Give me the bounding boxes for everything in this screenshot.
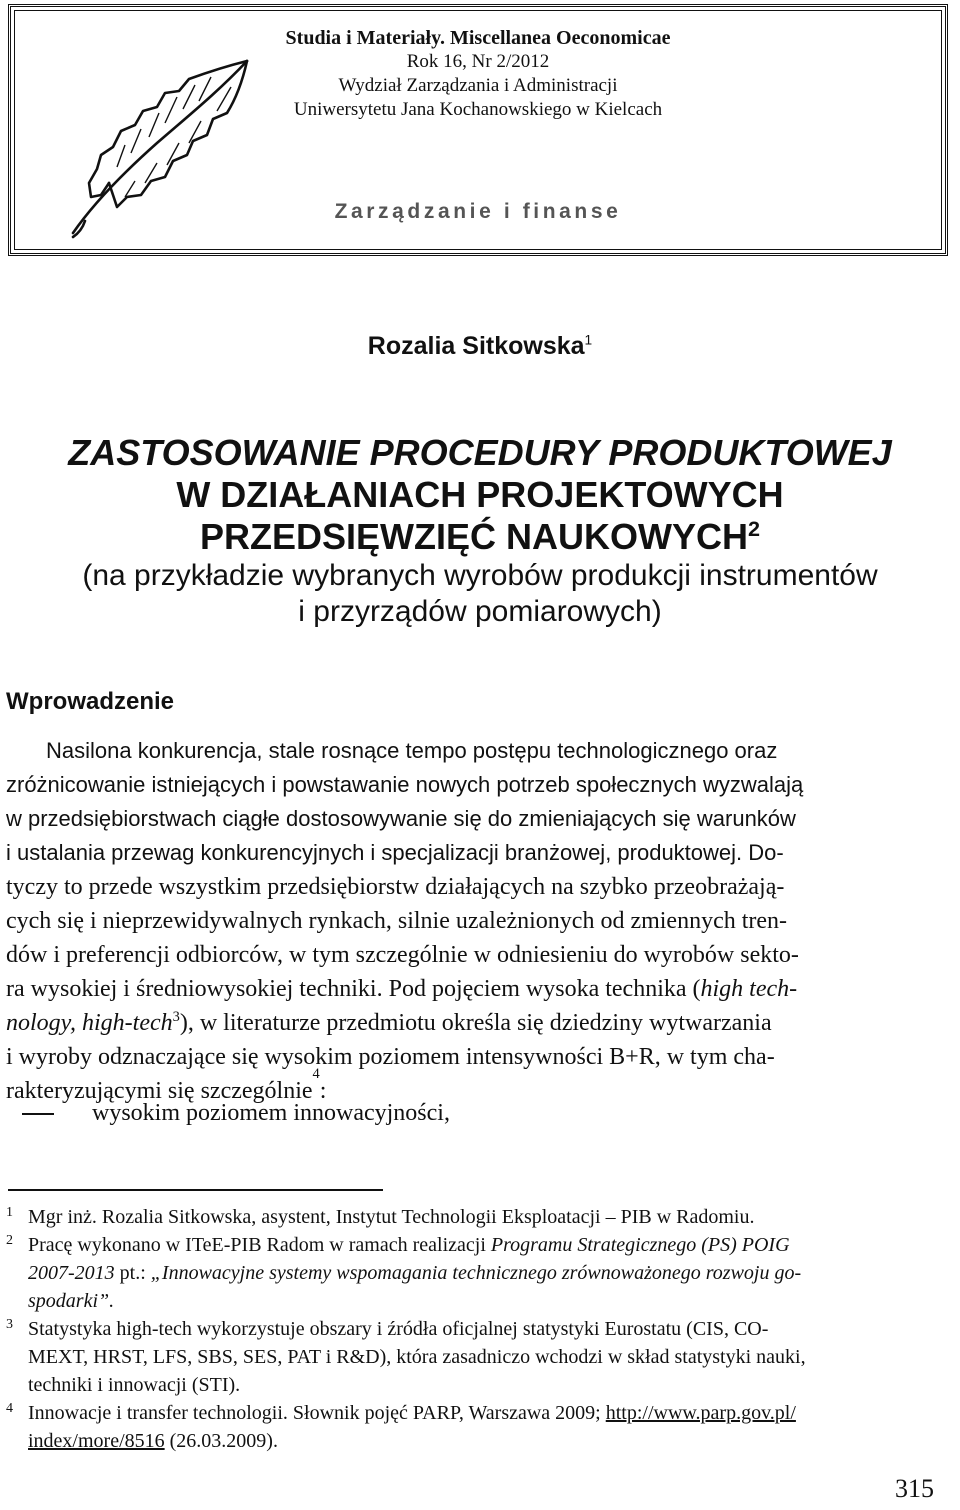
page-number: 315	[895, 1474, 934, 1503]
subtitle-line-1: (na przykładzie wybranych wyrobów produkcji instrumentów	[82, 559, 878, 592]
body-line-4	[6, 836, 954, 870]
footnote-3-line-1	[28, 1315, 954, 1343]
footnote-4-number: 4	[6, 1401, 13, 1416]
journal-series: Zarządzanie i finanse	[334, 200, 622, 223]
footnote-2-line-1	[28, 1231, 954, 1259]
journal-faculty: Wydział Zarządzania i Administracji	[338, 75, 618, 96]
body-line-11a: rakteryzującymi się szczególnie	[6, 1078, 313, 1104]
footnote-3-line-3	[28, 1371, 954, 1399]
footnote-2-number: 2	[6, 1233, 13, 1248]
author-name-text: Rozalia Sitkowska	[367, 332, 585, 360]
body-line-5-text: tyczy to przede wszystkim przedsiębiorstw działających na szybko przeobrażają-	[6, 874, 785, 900]
title-line-2: W DZIAŁANIACH PROJEKTOWYCH	[176, 474, 784, 515]
body-footnote-ref-4: 4	[312, 1066, 320, 1082]
footnote-2-title-end: spodarki”.	[28, 1290, 115, 1312]
footnote-2a: Pracę wykonano w ITeE-PIB Radom w ramach realizacji	[28, 1234, 491, 1256]
body-line-1	[6, 734, 954, 768]
body-paragraph-sans	[6, 734, 954, 870]
dash-bullet-icon	[22, 1113, 54, 1115]
footnote-2-line-2-text	[28, 1259, 801, 1287]
footnote-4a: Innowacje i transfer technologii. Słownik pojęć PARP, Warszawa 2009;	[28, 1402, 606, 1424]
footnote-4-line-1-text	[28, 1399, 796, 1427]
footnote-1-number: 1	[6, 1205, 13, 1220]
bullet-item-1	[22, 1100, 450, 1127]
footnote-2-program: Programu Strategicznego (PS) POIG	[490, 1234, 790, 1256]
footnote-3-number: 3	[6, 1317, 13, 1332]
body-line-11b: :	[319, 1078, 327, 1104]
footnote-2	[6, 1231, 954, 1315]
footnote-4-line-1	[28, 1399, 954, 1427]
body-line-3	[6, 802, 954, 836]
footnote-3-line-2-text: MEXT, HRST, LFS, SBS, SES, PAT i R&D), która zasadniczo wchodzi w skład statystyki nauki,	[28, 1346, 806, 1368]
body-footnote-ref-3: 3	[172, 1009, 180, 1025]
footnote-1-line	[28, 1203, 954, 1231]
body-line-10	[6, 1040, 954, 1074]
title-line-3-text: PRZEDSIĘWZIĘĆ NAUKOWYCH	[199, 516, 748, 557]
journal-header	[8, 4, 948, 256]
body-line-3-text: w przedsiębiorstwach ciągłe dostosowywanie się do zmieniających się warunków	[6, 806, 796, 831]
footnote-1-text: Mgr inż. Rozalia Sitkowska, asystent, Instytut Technologii Eksploatacji – PIB w Radomiu.	[28, 1206, 755, 1228]
journal-university: Uniwersytetu Jana Kochanowskiego w Kielcach	[293, 99, 663, 120]
body-paragraph-serif	[6, 870, 954, 1108]
footnote-2-line-3	[28, 1287, 954, 1315]
title-line-1: ZASTOSOWANIE PROCEDURY PRODUKTOWEJ	[68, 432, 892, 473]
body-line-4-text: i ustalania przewag konkurencyjnych i specjalizacji branżowej, produktowej. Do-	[6, 840, 784, 865]
footnote-2-title: „Innowacyjne systemy wspomagania technicznego zrównoważonego rozwoju go-	[150, 1262, 802, 1284]
body-line-9a: nology, high-tech	[6, 1010, 173, 1036]
body-line-8a: ra wysokiej i średniowysokiej techniki. Pod pojęciem wysoka technika (	[6, 976, 701, 1002]
footnote-4-date: (26.03.2009).	[164, 1430, 278, 1452]
body-line-2	[6, 768, 954, 802]
title-line-3	[0, 516, 960, 558]
body-line-8b: high tech-	[700, 976, 798, 1002]
body-line-1-text: Nasilona konkurencja, stale rosnące tempo postępu technologicznego oraz	[46, 738, 778, 763]
body-line-5	[6, 870, 954, 904]
author-name	[0, 332, 960, 361]
bullet-item-1-text: wysokim poziomem innowacyjności,	[92, 1100, 450, 1126]
footnote-4-link-part-1[interactable]: http://www.parp.gov.pl/	[605, 1402, 796, 1424]
body-line-8-text	[6, 972, 797, 1006]
body-line-7	[6, 938, 954, 972]
footnote-2-years: 2007-2013	[28, 1262, 115, 1284]
body-line-2-text: zróżnicowanie istniejących i powstawanie nowych potrzeb społecznych wyzwalają	[6, 772, 804, 797]
footnote-4-line-2	[28, 1427, 954, 1455]
author-footnote-ref: 1	[584, 332, 593, 348]
footnote-3-line-2	[28, 1343, 954, 1371]
title-footnote-ref: 2	[747, 516, 760, 541]
body-line-7-text: dów i preferencji odbiorców, w tym szczególnie w odniesieniu do wyrobów sekto-	[6, 942, 799, 968]
section-heading: Wprowadzenie	[6, 688, 175, 715]
article-title	[0, 432, 960, 630]
footnote-4-link-part-2[interactable]: index/more/8516	[28, 1430, 165, 1452]
body-line-9	[6, 1006, 954, 1040]
footnote-3	[6, 1315, 954, 1399]
footnote-2-pt: pt.:	[114, 1262, 151, 1284]
body-line-10-text: i wyroby odznaczające się wysokim poziomem intensywności B+R, w tym cha-	[6, 1044, 775, 1070]
subtitle-line-2: i przyrządów pomiarowych)	[298, 595, 662, 628]
footnote-separator	[8, 1189, 383, 1191]
footnote-3-line-1-text: Statystyka high-tech wykorzystuje obszary i źródła oficjalnej statystyki Eurostatu (CIS, CO-	[28, 1318, 769, 1340]
body-line-6-text: cych się i nieprzewidywalnych rynkach, silnie uzależnionych od zmiennych tren-	[6, 908, 788, 934]
footnote-2-line-2	[28, 1259, 954, 1287]
body-line-9b: ), w literaturze przedmiotu określa się dziedziny wytwarzania	[179, 1010, 772, 1036]
journal-title: Studia i Materiały. Miscellanea Oeconomicae	[285, 27, 671, 49]
footnotes	[6, 1203, 954, 1455]
footnote-1	[6, 1203, 954, 1231]
footnote-4	[6, 1399, 954, 1455]
body-line-8	[6, 972, 954, 1006]
footnote-3-line-3-text: techniki i innowacji (STI).	[28, 1374, 241, 1396]
journal-info	[11, 26, 945, 122]
journal-issue: Rok 16, Nr 2/2012	[406, 51, 550, 72]
body-line-6	[6, 904, 954, 938]
footnote-2-line-1-text	[28, 1231, 790, 1259]
body-line-9-text	[6, 1006, 772, 1040]
